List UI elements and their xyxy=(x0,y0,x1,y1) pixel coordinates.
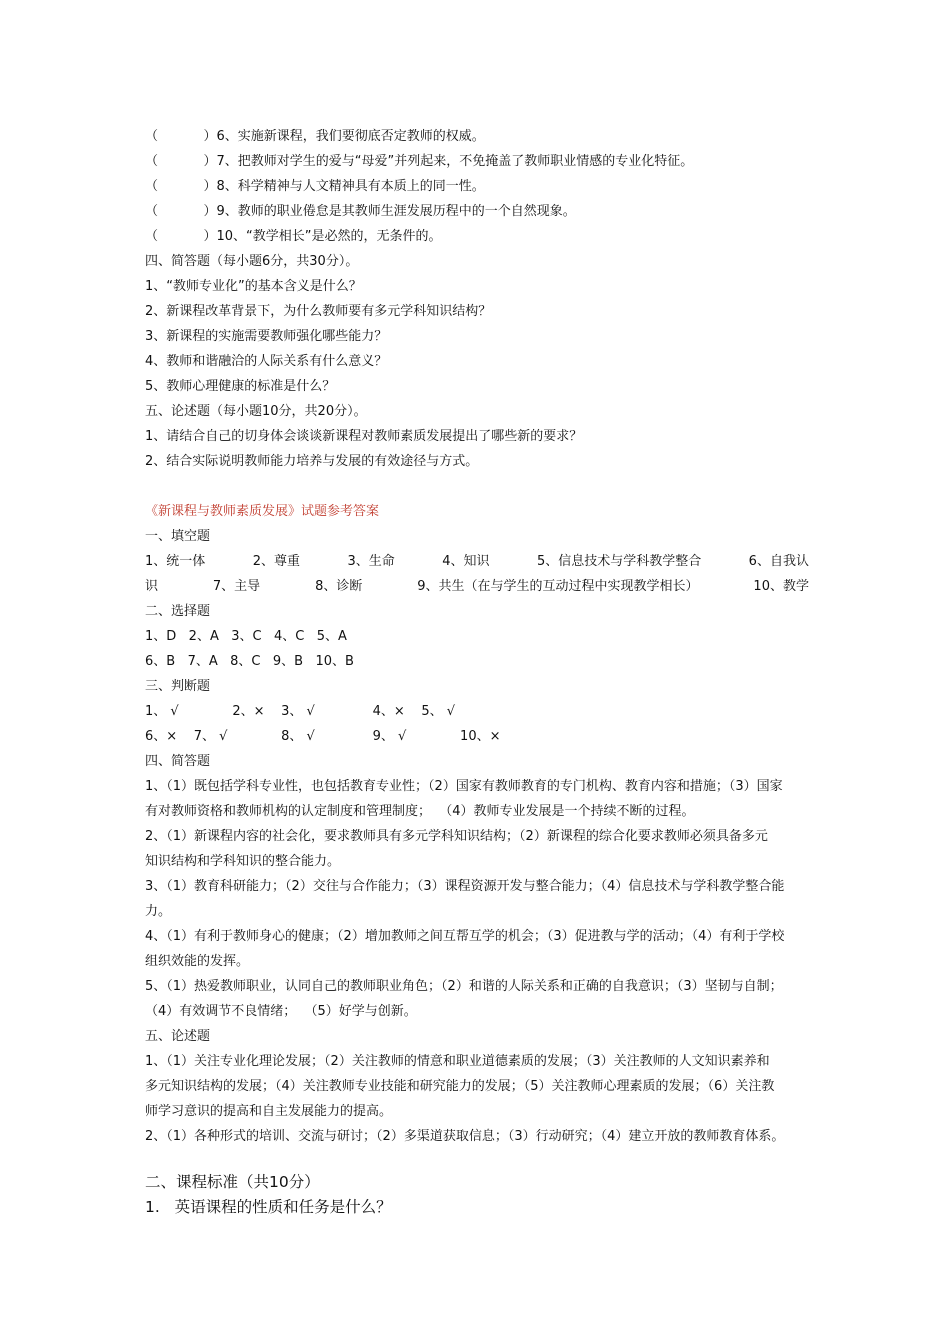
short-answer-line: 1、（1）既包括学科专业性，也包括教育专业性；（2）国家有教师教育的专门机构、教育内容和措施；（3）国家 xyxy=(145,779,783,794)
fill-answer: 7、主导 xyxy=(212,579,261,594)
judgment-item-10: （ ）10、“教学相长”是必然的，无条件的。 xyxy=(145,229,442,244)
judge-heading: 三、判断题 xyxy=(145,679,211,694)
section5-question-1: 1、请结合自己的切身体会谈谈新课程对教师素质发展提出了哪些新的要求？ xyxy=(145,429,583,444)
fill-answer: 5、信息技术与学科教学整合 xyxy=(536,554,702,569)
short-answer-line: 5、（1）热爱教师职业，认同自己的教师职业角色；（2）和谐的人际关系和正确的自我意识；（3）坚韧与自制； xyxy=(145,979,783,994)
section4-question-1: 1、“教师专业化”的基本含义是什么？ xyxy=(145,279,362,294)
fill-answer: 识 xyxy=(145,579,159,594)
section5-heading: 五、论述题（每小题10分，共20分）。 xyxy=(145,404,367,419)
judgment-item-8: （ ）8、科学精神与人文精神具有本质上的同一性。 xyxy=(145,179,485,194)
short-answer-line: 4、（1）有利于教师身心的健康；（2）增加教师之间互帮互学的机会；（3）促进教与学的活动；（4）有利于学校 xyxy=(145,929,785,944)
choice-answers-row-2: 6、B 7、A 8、C 9、B 10、B xyxy=(145,654,354,669)
fill-answers-row-1 xyxy=(145,553,809,571)
section4-question-4: 4、教师和谐融洽的人际关系有什么意义？ xyxy=(145,354,388,369)
fill-answer: 10、教学 xyxy=(753,579,809,594)
course-standard-question-1: 1. 英语课程的性质和任务是什么？ xyxy=(145,1198,392,1216)
choice-heading: 二、选择题 xyxy=(145,604,211,619)
judgment-item-7: （ ）7、把教师对学生的爱与“母爱”并列起来，不免掩盖了教师职业情感的专业化特征。 xyxy=(145,154,694,169)
short-answer-line: 力。 xyxy=(145,904,172,919)
section4-question-3: 3、新课程的实施需要教师强化哪些能力？ xyxy=(145,329,388,344)
fill-answer: 1、统一体 xyxy=(145,554,206,569)
fill-answer: 2、尊重 xyxy=(252,554,301,569)
judgment-item-6: （ ）6、实施新课程，我们要彻底否定教师的权威。 xyxy=(145,129,485,144)
answers-title: 《新课程与教师素质发展》试题参考答案 xyxy=(145,504,380,519)
section4-question-2: 2、新课程改革背景下，为什么教师要有多元学科知识结构？ xyxy=(145,304,492,319)
section5-question-2: 2、结合实际说明教师能力培养与发展的有效途径与方式。 xyxy=(145,454,479,469)
essay-answer-line: 1、（1）关注专业化理论发展；（2）关注教师的情意和职业道德素质的发展；（3）关注教师的人文知识素养和 xyxy=(145,1054,770,1069)
short-answer-line: （4）有效调节不良情绪； （5）好学与创新。 xyxy=(145,1004,417,1019)
short-answer-line: 知识结构和学科知识的整合能力。 xyxy=(145,854,341,869)
fill-answer: 6、自我认 xyxy=(748,554,809,569)
section4-heading: 四、简答题（每小题6分，共30分）。 xyxy=(145,254,359,269)
short-answer-line: 有对教师资格和教师机构的认定制度和管理制度； （4）教师专业发展是一个持续不断的过程。 xyxy=(145,804,695,819)
essay-heading: 五、论述题 xyxy=(145,1029,211,1044)
essay-answer-line: 2、（1）各种形式的培训、交流与研讨；（2）多渠道获取信息；（3）行动研究；（4）建立开放的教师教育体系。 xyxy=(145,1129,785,1144)
choice-answers-row-1: 1、D 2、A 3、C 4、C 5、A xyxy=(145,629,347,644)
course-standard-heading: 二、课程标准（共10分） xyxy=(145,1173,320,1191)
short-answer-line: 3、（1）教育科研能力；（2）交往与合作能力；（3）课程资源开发与整合能力；（4）信息技术与学科教学整合能 xyxy=(145,879,785,894)
fill-answer: 4、知识 xyxy=(442,554,490,569)
judge-answers-row-1: 1、 √ 2、× 3、 √ 4、× 5、 √ xyxy=(145,704,456,719)
judge-answers-row-2: 6、× 7、 √ 8、 √ 9、 √ 10、× xyxy=(145,729,501,744)
short-answer-line: 组织效能的发挥。 xyxy=(145,954,250,969)
fill-answer: 8、诊断 xyxy=(315,579,363,594)
short-answer-heading: 四、简答题 xyxy=(145,754,211,769)
fill-answers-row-2 xyxy=(145,578,809,596)
short-answer-line: 2、（1）新课程内容的社会化，要求教师具有多元学科知识结构；（2）新课程的综合化要求教师必须具备多元 xyxy=(145,829,768,844)
essay-answer-line: 师学习意识的提高和自主发展能力的提高。 xyxy=(145,1104,393,1119)
essay-answer-line: 多元知识结构的发展；（4）关注教师专业技能和研究能力的发展；（5）关注教师心理素质的发展；（6）关注教 xyxy=(145,1079,775,1094)
section4-question-5: 5、教师心理健康的标准是什么？ xyxy=(145,379,336,394)
fill-answer: 3、生命 xyxy=(347,554,395,569)
fill-heading: 一、填空题 xyxy=(145,529,211,544)
judgment-item-9: （ ）9、教师的职业倦怠是其教师生涯发展历程中的一个自然现象。 xyxy=(145,204,576,219)
fill-answer: 9、共生（在与学生的互动过程中实现教学相长） xyxy=(417,579,699,594)
